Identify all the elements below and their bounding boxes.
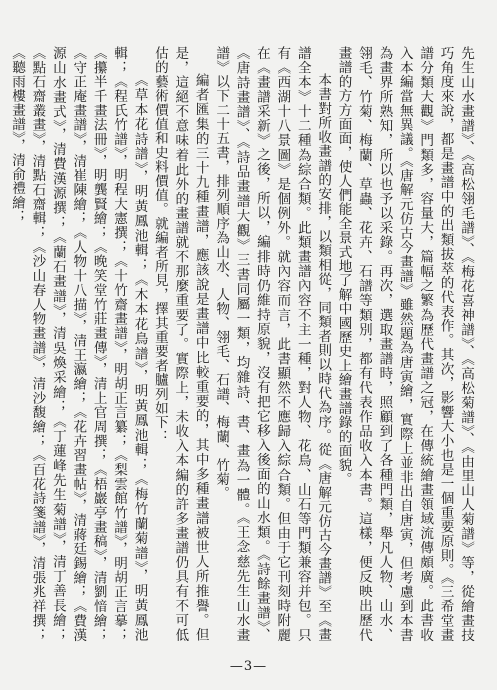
paragraph-3: 編者匯集的三十九種畫譜，應該說是畫譜中比較重要的，其中多種畫譜被世人所推譽。但是，這絕不意味着此外的畫譜就不那麼重要了。實際上，未收入本編的許多畫譜仍具有不可低估的藝術價值和史料價值。就編者所見，擇其重要者臚列如下：	[151, 46, 209, 642]
paragraph-4: 《草本花詩譜》，明黃鳳池輯；《木本花鳥譜》，明黃鳳池輯；《梅竹蘭菊譜》，明黃鳳池輯；《程氏竹譜》，明程大憲撰；《十竹齋畫譜》，明胡正言纂；《梨雲館竹譜》，明胡正言摹；《攥半千畫法冊》，明龔賢繪；《晚笑堂竹莊畫傳》，清上官周撰；《梧巖亭畫稿》，清劉愔繪；《守正庵畫譜》，清崔陳繪；《人物十八描》，清王瀛繪；《花卉習畫帖》，清蔣廷錫繪；《費漢源山水畫式》，清費漢源撰；《蘭石畫譜》，清吳煥采繪；《丁蓮峰先生菊譜》，清丁善長繪；《點石齋叢畫》，清點石齋輯；《沙山春人物畫譜》，清沙馥繪；《百花詩箋譜》，清張兆祥撰；《聽雨樓畫譜》，清俞禮繪；	[9, 46, 148, 642]
page-number: —3—	[229, 659, 268, 674]
vertical-text-body	[9, 46, 476, 642]
paragraph-2: 本書對所收畫譜的安排，以類相從，同類者則以時代為序。從《唐解元仿古今畫譜》至《畫譜全本》十二種為綜合類。此類畫譜內容不主一種，對人物、花鳥、山石等門類兼容并包。只有《西湖十八景圖》是個例外。就內容而言，此書顯然不應歸入綜合類。但由于它刊刻時附麗在《畫譜采新》之後，所以，編排時仍維持原貌，沒有把它移入後面的山水類。《詩餘畫譜》、《唐詩畫譜》、《詩品畫譜大觀》三書同屬一類，均雜詩、書、畫為一體。《王念慈先生山水畫譜》以下二十五書，排列順序為山水、人物、翎毛、石譜、梅蘭、竹菊。	[213, 46, 332, 642]
paragraph-1: 先生山水畫譜》、《高松翎毛譜》、《梅花喜神譜》、《高松菊譜》、《由里山人菊譜》等，從繪畫技巧角度來說，都是畫譜中的出類拔萃的代表作。其次，影響大小也是一個重要原則。《三希堂畫譜分類大觀》門類多，容量大，篇幅之繁為歷代畫譜之冠，在傳統繪畫領域流傳頗廣。此書收入本編當無異議。《唐解元仿古今畫譜》雖然題為唐寅繪，實際上並非出自唐寅，但考慮到本書為畫界所熟知，所以也予以采錄。再次，選取畫譜時，照顧到了各種門類，舉凡人物、山水、翎毛、竹菊、梅蘭、草蟲、花卉、石譜等類別，都有代表作品收入本書。這樣，便反映出歷代畫譜的方方面面，使人們能全景式地了解中國歷史上繪畫譜錄的面貌。	[335, 46, 474, 642]
